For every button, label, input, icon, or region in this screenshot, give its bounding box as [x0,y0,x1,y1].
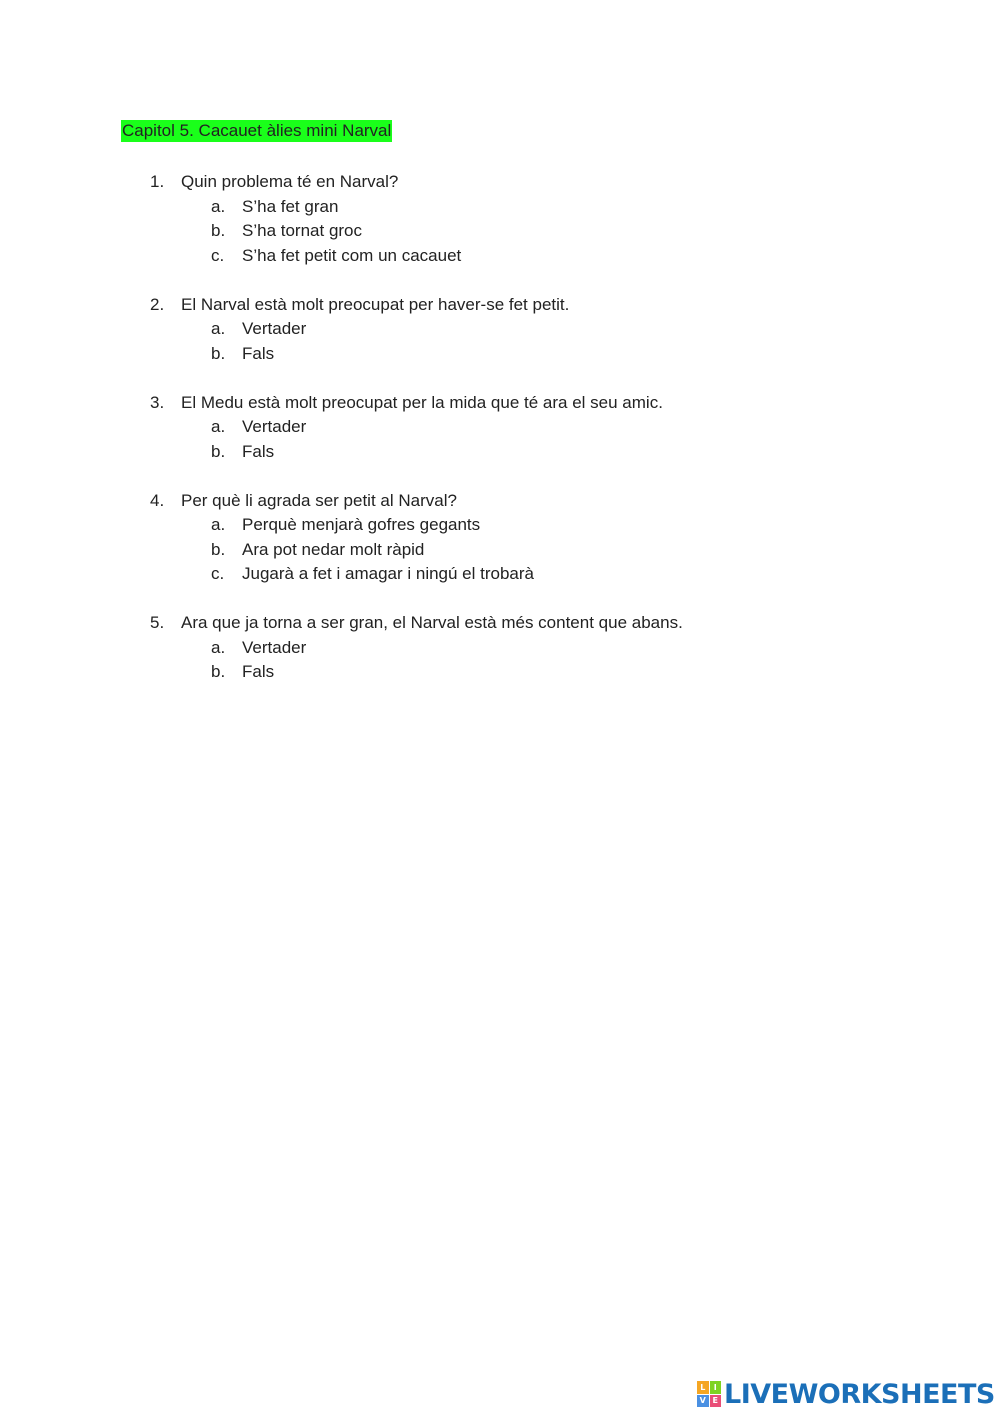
liveworksheets-logo [697,1378,995,1410]
question-text: Ara que ja torna a ser gran, el Narval està més content que abans. [181,613,683,632]
option-letter: a. [211,196,226,216]
option-text: Fals [242,441,275,461]
option-text: Vertader [242,637,307,657]
option-text: Vertader [242,319,307,338]
logo-mark-tile: L [697,1381,709,1394]
question-line [150,170,950,195]
logo-mark-tile: V [697,1395,709,1408]
option-text: Ara pot nedar molt ràpid [242,539,425,559]
option-text: Perquè menjarà gofres gegants [242,515,481,534]
question-number: 2. [150,294,165,314]
option-text: S’ha fet gran [242,196,339,216]
logo-text: LIVEWORKSHEETS [724,1378,995,1410]
answer-option[interactable] [150,415,950,440]
option-letter: a. [211,319,226,338]
answer-option[interactable] [150,219,950,244]
option-letter: b. [211,539,226,559]
option-text: Fals [242,343,275,363]
logo-mark-tile: E [710,1395,722,1408]
question-line [150,391,950,416]
question-text: El Narval està molt preocupat per haver-se fet petit. [181,294,570,314]
option-text: Fals [242,662,275,681]
question-5 [150,611,950,685]
option-letter: b. [211,221,226,240]
chapter-title: Capitol 5. Cacauet àlies mini Narval [122,121,392,140]
option-letter: b. [211,662,226,681]
question-text: Per què li agrada ser petit al Narval? [181,490,457,510]
option-text: Vertader [242,417,307,436]
question-number: 3. [150,392,165,412]
answer-option[interactable] [150,317,950,342]
answer-option[interactable] [150,562,950,587]
question-line [150,611,950,636]
option-letter: a. [211,637,226,657]
question-1 [150,170,950,268]
question-line [150,293,950,318]
liveworksheets-logo-icon [697,1381,721,1407]
question-line [150,489,950,514]
answer-option[interactable] [150,195,950,220]
answer-option[interactable] [150,538,950,563]
option-letter: c. [211,564,225,583]
logo-mark-tile: I [710,1381,722,1394]
option-letter: b. [211,441,226,461]
question-number: 4. [150,490,165,510]
question-list [150,170,950,709]
option-letter: a. [211,417,226,436]
question-4 [150,489,950,587]
question-3 [150,391,950,465]
question-number: 1. [150,172,165,191]
question-text: El Medu està molt preocupat per la mida que té ara el seu amic. [181,392,663,412]
answer-option[interactable] [150,636,950,661]
answer-option[interactable] [150,342,950,367]
question-text: Quin problema té en Narval? [181,172,399,191]
answer-option[interactable] [150,513,950,538]
answer-option[interactable] [150,660,950,685]
question-number: 5. [150,613,165,632]
option-text: Jugarà a fet i amagar i ningú el trobarà [242,564,535,583]
option-text: S’ha fet petit com un cacauet [242,245,462,265]
answer-option[interactable] [150,244,950,269]
option-letter: c. [211,245,225,265]
option-text: S’ha tornat groc [242,221,363,240]
question-2 [150,293,950,367]
option-letter: a. [211,515,226,534]
option-letter: b. [211,343,226,363]
answer-option[interactable] [150,440,950,465]
